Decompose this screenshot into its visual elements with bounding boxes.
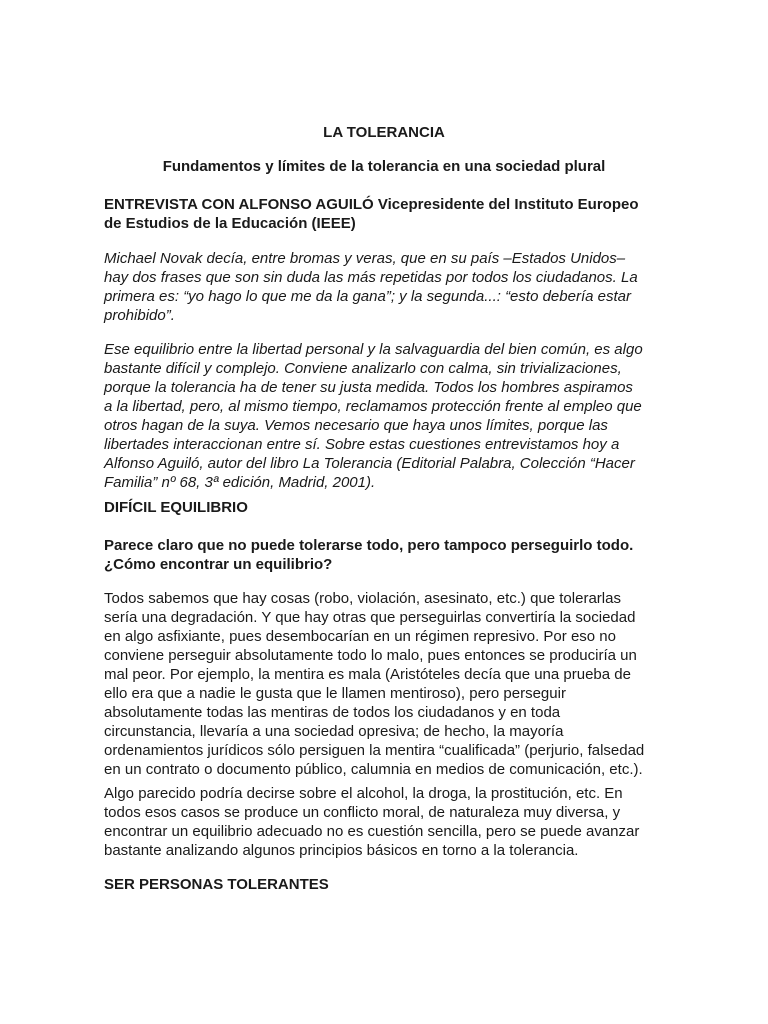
paragraph-line: mal peor. Por ejemplo, la mentira es mala (Aristóteles decía que una prueba de (104, 666, 631, 683)
interview-heading-line: de Estudios de la Educación (IEEE) (104, 215, 356, 232)
paragraph-line: Michael Novak decía, entre bromas y veras, que en su país –Estados Unidos– (104, 250, 626, 267)
paragraph-line: porque la tolerancia ha de tener su justa medida. Todos los hombres aspiramos (104, 379, 633, 396)
question-line: Parece claro que no puede tolerarse todo, pero tampoco perseguirlo todo. (104, 537, 634, 554)
paragraph-line: Ese equilibrio entre la libertad personal y la salvaguardia del bien común, es algo (104, 341, 643, 358)
paragraph-line: encontrar un equilibrio adecuado no es cuestión sencilla, pero se puede avanzar (104, 823, 640, 840)
interview-heading-line: ENTREVISTA CON ALFONSO AGUILÓ Vicepresidente del Instituto Europeo (104, 196, 639, 213)
question-line: ¿Cómo encontrar un equilibrio? (104, 556, 333, 573)
paragraph-line: Algo parecido podría decirse sobre el alcohol, la droga, la prostitución, etc. En (104, 785, 623, 802)
paragraph-line: prohibido”. (104, 307, 175, 324)
paragraph-line: Alfonso Aguiló, autor del libro La Tolerancia (Editorial Palabra, Colección “Hacer (104, 455, 635, 472)
paragraph-line: Familia” nº 68, 3ª edición, Madrid, 2001). (104, 474, 376, 491)
paragraph-line: Todos sabemos que hay cosas (robo, violación, asesinato, etc.) que tolerarlas (104, 590, 621, 607)
paragraph-line: otros hagan de la suya. Vemos necesario que haya unos límites, porque las (104, 417, 608, 434)
paragraph-line: en un contrato o documento público, calumnia en medios de comunicación, etc.). (104, 761, 643, 778)
paragraph-line: absolutamente todas las mentiras de todos los ciudadanos y en toda (104, 704, 561, 721)
answer-paragraph-1 (104, 589, 669, 779)
paragraph-line: ordenamientos jurídicos sólo persiguen la mentira “cualificada” (perjurio, falsedad (104, 742, 645, 759)
paragraph-line: ello era que a nadie le gusta que le llamen mentiroso), pero perseguir (104, 685, 566, 702)
paragraph-line: circunstancia, llevaría a una sociedad opresiva; de hecho, la mayoría (104, 723, 564, 740)
paragraph-line: bastante analizando algunos principios básicos en torno a la tolerancia. (104, 842, 579, 859)
paragraph-line: sería una degradación. Y que hay otras que perseguirlas convertiría la sociedad (104, 609, 636, 626)
paragraph-line: bastante difícil y complejo. Conviene analizarlo con calma, sin trivializaciones, (104, 360, 622, 377)
paragraph-line: todos esos casos se produce un conflicto moral, de naturaleza muy diversa, y (104, 804, 621, 821)
interview-heading (104, 195, 669, 233)
paragraph-line: en algo asfixiante, pues desembocarían en un régimen represivo. Por eso no (104, 628, 616, 645)
paragraph-line: a la libertad, pero, al mismo tiempo, reclamamos protección frente al empleo que (104, 398, 642, 415)
document-title: LA TOLERANCIA (323, 124, 445, 141)
intro-paragraph-2 (104, 340, 669, 492)
section-heading-ser-personas-tolerantes: SER PERSONAS TOLERANTES (104, 876, 329, 893)
answer-paragraph-2 (104, 784, 669, 860)
paragraph-line: conviene perseguir absolutamente todo lo malo, pues entonces se produciría un (104, 647, 637, 664)
paragraph-line: libertades interaccionan entre sí. Sobre estas cuestiones entrevistamos hoy a (104, 436, 620, 453)
section-heading-dificil-equilibrio: DIFÍCIL EQUILIBRIO (104, 499, 248, 516)
document-subtitle: Fundamentos y límites de la tolerancia en una sociedad plural (162, 158, 606, 175)
intro-paragraph-1 (104, 249, 669, 325)
paragraph-line: primera es: “yo hago lo que me da la gana”; y la segunda...: “esto debería estar (104, 288, 631, 305)
interview-question (104, 536, 669, 574)
paragraph-line: hay dos frases que son sin duda las más repetidas por todos los ciudadanos. La (104, 269, 638, 286)
